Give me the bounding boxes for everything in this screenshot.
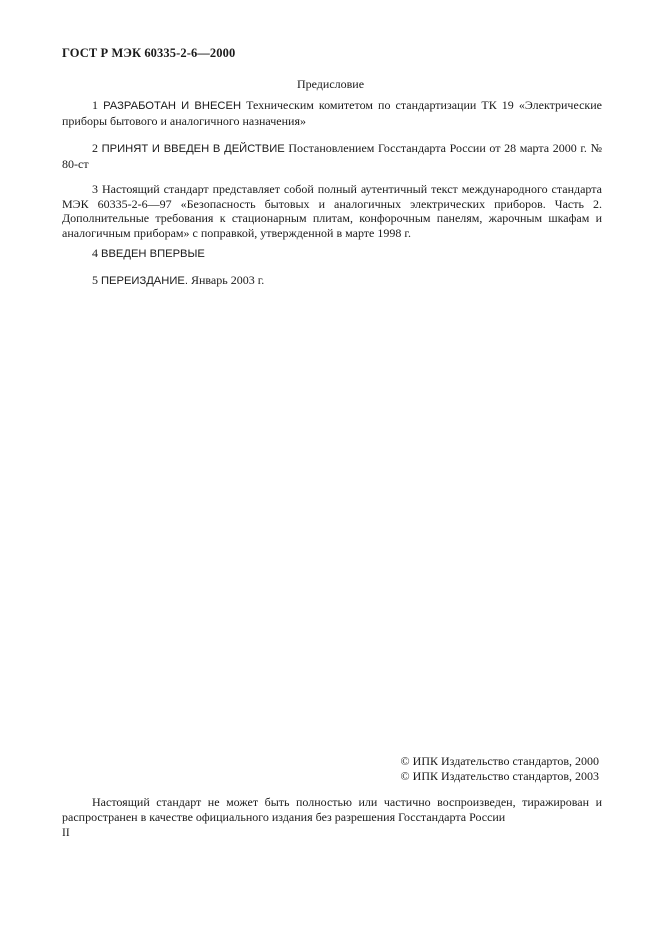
page-title: Предисловие xyxy=(296,77,365,91)
paragraph-caps-text: РАЗРАБОТАН И ВНЕСЕН xyxy=(103,100,242,112)
copyright-block xyxy=(401,754,599,784)
paragraph-3 xyxy=(62,182,602,240)
paragraph-caps-text: ПЕРЕИЗДАНИЕ. xyxy=(101,275,188,287)
paragraph-2 xyxy=(62,141,602,171)
paragraph-caps-text: ПРИНЯТ И ВВЕДЕН В ДЕЙСТВИЕ xyxy=(101,143,285,155)
paragraph-text: Январь 2003 г. xyxy=(187,273,265,287)
paragraph-number: 3 xyxy=(92,182,98,196)
paragraph-5 xyxy=(62,273,602,289)
paragraph-text: Настоящий стандарт представляет собой полный аутентичный текст международного стандарта МЭК 60335-2-6—97 «Безопасность бытовых и аналогичных электрических приборов. Часть 2. Дополнительные требования к стационарным плитам, конфорочным панелям, жарочным шкафам и аналогичным приборам» с поправкой, утвержденной в марте 1998 г. xyxy=(62,182,602,240)
paragraph-number: 4 xyxy=(92,246,98,260)
page-number: II xyxy=(62,827,70,839)
paragraph-number: 5 xyxy=(92,273,98,287)
copyright-line: © ИПК Издательство стандартов, 2003 xyxy=(400,769,599,783)
paragraph-caps-text: ВВЕДЕН ВПЕРВЫЕ xyxy=(101,248,205,260)
paragraph-number: 1 xyxy=(92,98,98,112)
paragraph-number: 2 xyxy=(92,141,98,155)
notice-text: Настоящий стандарт не может быть полностью или частично воспроизведен, тиражирован и распространен в качестве официального издания без разрешения Госстандарта России xyxy=(62,795,602,824)
copyright-line: © ИПК Издательство стандартов, 2000 xyxy=(400,754,599,768)
reproduction-notice xyxy=(62,795,602,825)
paragraph-text: Постановлением Госстандарта России от 28 марта 2000 г. № 80-ст xyxy=(62,141,603,171)
paragraph-4 xyxy=(62,246,602,262)
paragraph-text: Техническим комитетом по стандартизации ТК 19 «Электрические приборы бытового и аналогичного назначения» xyxy=(62,98,602,128)
document-code: ГОСТ Р МЭК 60335-2-6—2000 xyxy=(62,46,236,60)
paragraph-1 xyxy=(62,98,602,128)
